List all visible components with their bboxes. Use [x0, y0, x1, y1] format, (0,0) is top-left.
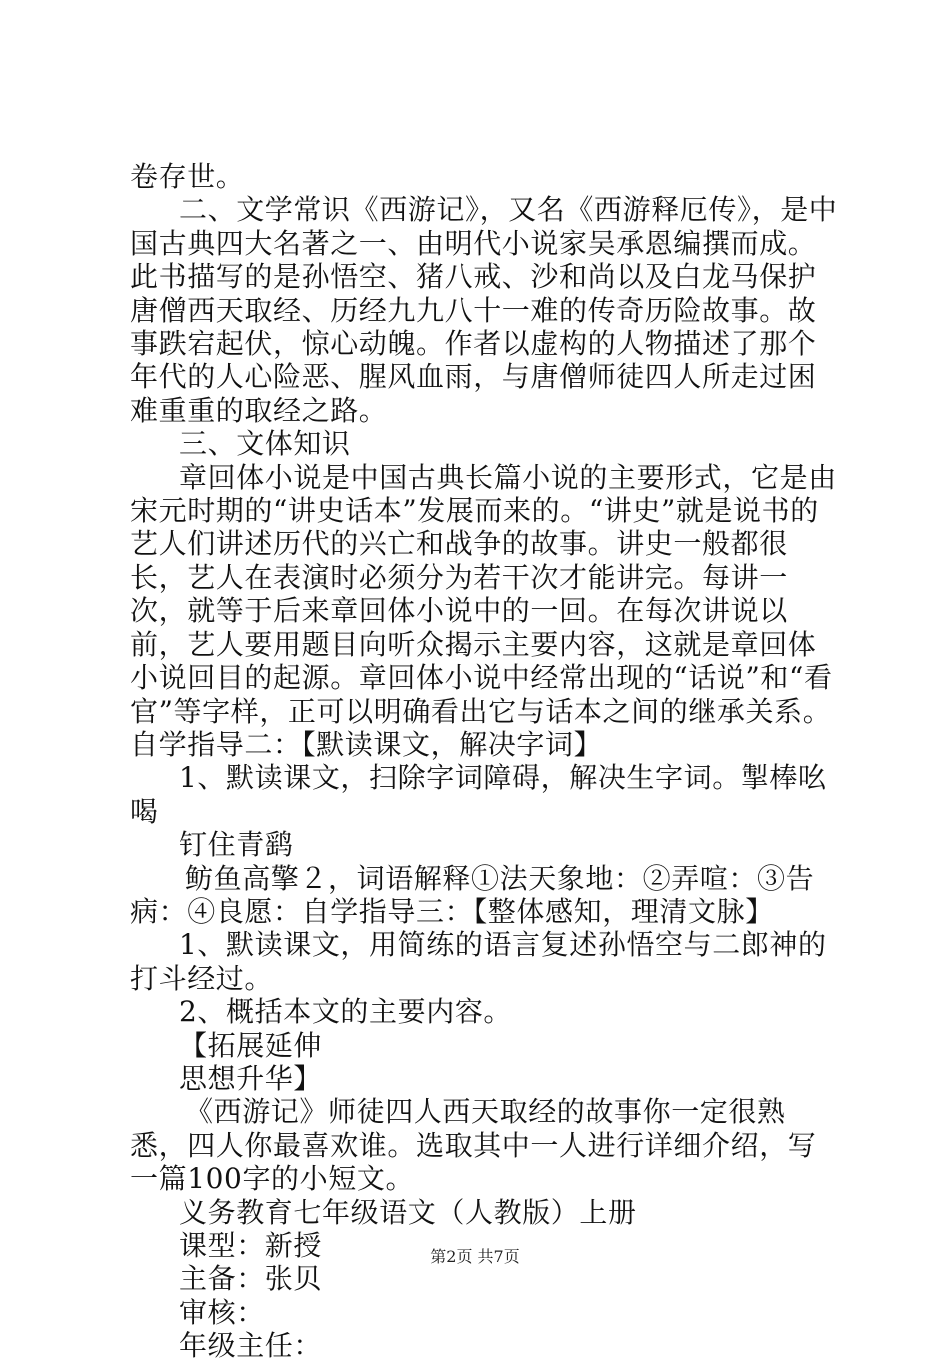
paragraph: 《西游记》师徒四人西天取经的故事你一定很熟悉，四人你最喜欢谁。选取其中一人进行详细介绍，写一篇100字的小短文。	[130, 1095, 817, 1196]
paragraph: 卷存世。	[130, 160, 245, 193]
paragraph: 二、文学常识《西游记》，又名《西游释厄传》，是中国古典四大名著之一、由明代小说家吴承恩编撰而成。此书描写的是孙悟空、猪八戒、沙和尚以及白龙马保护唐僧西天取经、历经九九八十一难的传奇历险故事。故事跌宕起伏，惊心动魄。作者以虚构的人物描述了那个年代的人心险恶、腥风血雨，与唐僧师徒四人所走过困难重重的取经之路。	[130, 193, 838, 427]
section-heading: 思想升华】	[179, 1061, 323, 1095]
paragraph: 2、概括本文的主要内容。	[179, 995, 513, 1029]
paragraph: 鲂鱼高擎２，词语解释①法天象地：②弄喧：③告病：④良愿：自学指导三：【整体感知，理清文脉】	[130, 861, 815, 928]
paragraph: 钉住青鹞	[179, 828, 294, 862]
section-heading: 三、文体知识	[179, 427, 351, 461]
paragraph: 课型：新授	[179, 1229, 323, 1262]
body-text	[130, 160, 840, 1363]
paragraph: 审核：	[179, 1295, 265, 1329]
page-footer: 第2页 共7页	[430, 1247, 520, 1266]
paragraph: 1、默读课文，扫除字词障碍，解决生字词。掣棒吆喝	[130, 761, 827, 828]
paragraph: 章回体小说是中国古典长篇小说的主要形式，它是由宋元时期的“讲史话本”发展而来的。“讲史”就是说书的艺人们讲述历代的兴亡和战争的故事。讲史一般都很长，艺人在表演时必须分为若干次才能讲完。每讲一次，就等于后来章回体小说中的一回。在每次讲说以前，艺人要用题目向听众揭示主要内容，这就是章回体小说回目的起源。章回体小说中经常出现的“话说”和“看官”等字样，正可以明确看出它与话本之间的继承关系。自学指导二：【默读课文，解决字词】	[130, 460, 837, 761]
section-heading: 【拓展延伸	[179, 1028, 323, 1062]
paragraph: 主备：张贝	[179, 1262, 323, 1296]
paragraph: 义务教育七年级语文（人教版）上册	[179, 1195, 637, 1229]
paragraph: 年级主任：	[179, 1329, 323, 1363]
paragraph: 1、默读课文，用简练的语言复述孙悟空与二郎神的打斗经过。	[130, 928, 827, 995]
